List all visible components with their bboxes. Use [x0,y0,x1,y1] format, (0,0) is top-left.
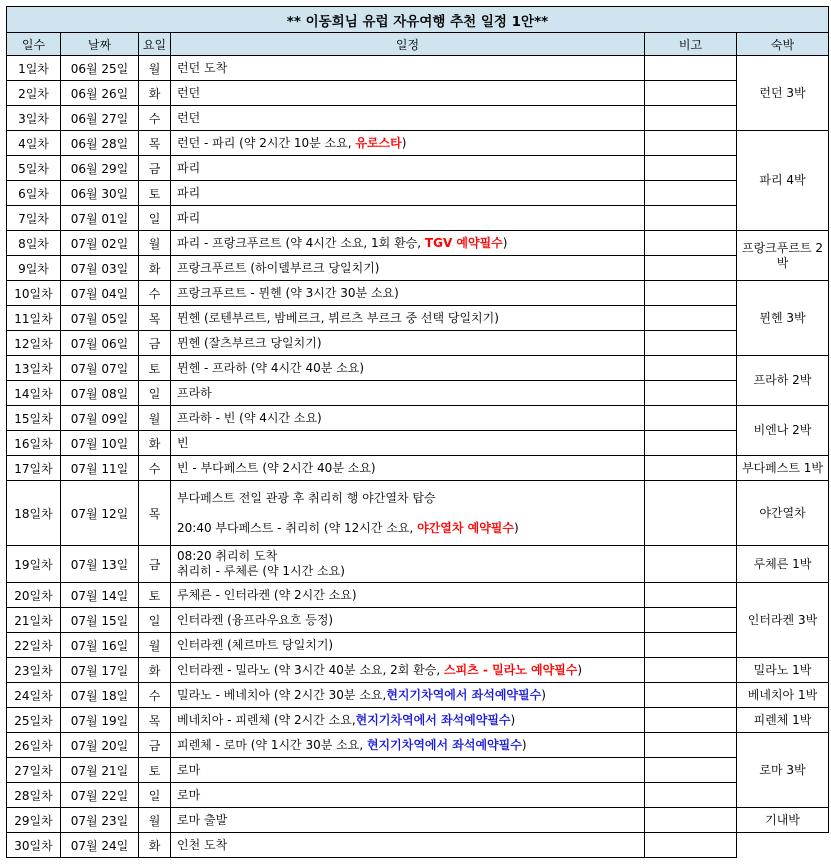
day-cell: 8일차 [7,231,61,256]
reservation-highlight: TGV 예약필수 [424,235,503,250]
schedule-row [7,306,829,331]
schedule-cell [171,708,645,733]
reservation-highlight: 야간열차 예약필수 [417,520,514,535]
note-cell [645,583,737,608]
schedule-line [177,491,644,506]
stay-cell: 기내박 [737,808,829,833]
note-cell [645,546,737,583]
weekday-cell: 일 [139,783,171,808]
day-cell: 14일차 [7,381,61,406]
schedule-text: 루체른 - 인터라켄 (약 2시간 소요) [177,587,357,602]
weekday-cell: 월 [139,633,171,658]
schedule-cell [171,231,645,256]
date-cell: 07월 22일 [61,783,139,808]
date-cell: 07월 23일 [61,808,139,833]
schedule-cell [171,206,645,231]
date-cell: 07월 17일 [61,658,139,683]
date-cell: 07월 11일 [61,456,139,481]
schedule-line [177,549,644,564]
note-cell [645,356,737,381]
stay-cell: 프랑크푸르트 2박 [737,231,829,281]
note-cell [645,231,737,256]
schedule-cell [171,431,645,456]
note-cell [645,81,737,106]
schedule-text: 프라하 - 빈 (약 4시간 소요) [177,410,322,425]
day-cell: 13일차 [7,356,61,381]
weekday-cell: 목 [139,131,171,156]
schedule-cell [171,381,645,406]
schedule-text: 08:20 취리히 도착 [177,549,278,563]
note-cell [645,56,737,81]
note-cell [645,281,737,306]
schedule-cell [171,281,645,306]
date-cell: 07월 18일 [61,683,139,708]
schedule-cell [171,331,645,356]
note-cell [645,808,737,833]
day-cell: 1일차 [7,56,61,81]
itinerary-table [6,6,829,858]
note-cell [645,758,737,783]
weekday-cell: 일 [139,381,171,406]
schedule-cell [171,658,645,683]
schedule-cell [171,356,645,381]
schedule-text-end: ) [502,235,508,250]
schedule-text: 뮌헨 - 프라하 (약 4시간 40분 소요) [177,360,364,375]
weekday-cell: 토 [139,583,171,608]
schedule-text-end: ) [401,135,407,150]
date-cell: 07월 24일 [61,833,139,858]
schedule-text-end: ) [510,712,516,727]
schedule-text: 인터라켄 (융프라우요흐 등정) [177,612,334,627]
note-cell [645,431,737,456]
header-weekday: 요일 [139,33,171,56]
schedule-row [7,181,829,206]
day-cell: 10일차 [7,281,61,306]
note-cell [645,156,737,181]
note-cell [645,733,737,758]
schedule-text: 뮌헨 (잘츠부르크 당일치기) [177,335,322,350]
note-cell [645,708,737,733]
schedule-text-end: ) [521,737,527,752]
date-cell: 07월 19일 [61,708,139,733]
schedule-text: 빈 - 부다페스트 (약 2시간 40분 소요) [177,460,376,475]
schedule-cell [171,758,645,783]
title-row [7,7,829,33]
schedule-row [7,331,829,356]
schedule-cell [171,406,645,431]
schedule-text: 빈 [177,435,189,450]
stay-cell: 로마 3박 [737,733,829,808]
date-cell: 07월 07일 [61,356,139,381]
note-cell [645,331,737,356]
day-cell: 7일차 [7,206,61,231]
schedule-row [7,608,829,633]
schedule-cell [171,808,645,833]
stay-cell: 부다페스트 1박 [737,456,829,481]
schedule-text: 파리 [177,185,201,200]
schedule-line [177,521,644,536]
schedule-text: 밀라노 - 베네치아 (약 2시간 30분 소요, [177,687,387,702]
day-cell: 19일차 [7,546,61,583]
schedule-row [7,758,829,783]
header-schedule: 일정 [171,33,645,56]
stay-cell: 루체른 1박 [737,546,829,583]
header-date: 날짜 [61,33,139,56]
note-cell [645,456,737,481]
day-cell: 25일차 [7,708,61,733]
schedule-cell [171,306,645,331]
schedule-row [7,156,829,181]
schedule-row [7,733,829,758]
schedule-cell [171,81,645,106]
date-cell: 07월 06일 [61,331,139,356]
schedule-cell [171,833,645,858]
schedule-cell [171,608,645,633]
header-note: 비고 [645,33,737,56]
schedule-cell [171,456,645,481]
schedule-row [7,658,829,683]
stay-cell: 뮌헨 3박 [737,281,829,356]
date-cell: 07월 04일 [61,281,139,306]
weekday-cell: 목 [139,306,171,331]
stay-cell: 베네치아 1박 [737,683,829,708]
header-row [7,33,829,56]
date-cell: 07월 10일 [61,431,139,456]
day-cell: 11일차 [7,306,61,331]
schedule-cell [171,131,645,156]
stay-cell: 런던 3박 [737,56,829,131]
schedule-row [7,381,829,406]
day-cell: 4일차 [7,131,61,156]
day-cell: 17일차 [7,456,61,481]
note-cell [645,131,737,156]
line-spacer [177,506,644,521]
header-stay: 숙박 [737,33,829,56]
day-cell: 30일차 [7,833,61,858]
weekday-cell: 금 [139,156,171,181]
stay-cell: 피렌체 1박 [737,708,829,733]
weekday-cell: 화 [139,658,171,683]
date-cell: 06월 25일 [61,56,139,81]
schedule-text: 인터라켄 (체르마트 당일치기) [177,637,334,652]
day-cell: 29일차 [7,808,61,833]
schedule-cell [171,481,645,546]
weekday-cell: 화 [139,81,171,106]
schedule-cell [171,583,645,608]
date-cell: 07월 08일 [61,381,139,406]
schedule-row [7,546,829,583]
schedule-row [7,708,829,733]
reservation-highlight: 유로스타 [355,135,402,150]
sheet-title: ** 이동희님 유럽 자유여행 추천 일정 1안** [7,7,829,33]
schedule-row [7,106,829,131]
weekday-cell: 월 [139,808,171,833]
note-cell [645,106,737,131]
schedule-text: 로마 출발 [177,812,228,827]
note-cell [645,608,737,633]
schedule-cell [171,256,645,281]
schedule-text: 파리 - 프랑크푸르트 (약 4시간 소요, 1회 환승, [177,235,425,250]
date-cell: 07월 09일 [61,406,139,431]
note-cell [645,381,737,406]
schedule-text: 피렌체 - 로마 (약 1시간 30분 소요, [177,737,367,752]
schedule-row [7,456,829,481]
date-cell: 07월 13일 [61,546,139,583]
weekday-cell: 일 [139,206,171,231]
weekday-cell: 화 [139,833,171,858]
day-cell: 2일차 [7,81,61,106]
weekday-cell: 목 [139,481,171,546]
weekday-cell: 월 [139,406,171,431]
schedule-cell [171,733,645,758]
date-cell: 06월 28일 [61,131,139,156]
weekday-cell: 월 [139,56,171,81]
schedule-row [7,231,829,256]
schedule-cell [171,683,645,708]
day-cell: 23일차 [7,658,61,683]
note-cell [645,256,737,281]
note-cell [645,683,737,708]
stay-cell: 파리 4박 [737,131,829,231]
day-cell: 5일차 [7,156,61,181]
weekday-cell: 화 [139,256,171,281]
schedule-row [7,633,829,658]
schedule-row [7,281,829,306]
weekday-cell: 토 [139,181,171,206]
date-cell: 07월 03일 [61,256,139,281]
date-cell: 07월 16일 [61,633,139,658]
schedule-cell [171,181,645,206]
weekday-cell: 수 [139,456,171,481]
date-cell: 07월 02일 [61,231,139,256]
schedule-row [7,256,829,281]
schedule-text: 베네치아 - 피렌체 (약 2시간 소요, [177,712,356,727]
weekday-cell: 수 [139,106,171,131]
schedule-text: 파리 [177,210,201,225]
weekday-cell: 토 [139,356,171,381]
stay-cell: 인터라켄 3박 [737,583,829,658]
day-cell: 15일차 [7,406,61,431]
schedule-text-end: ) [514,520,519,535]
schedule-text: 런던 도착 [177,60,228,75]
weekday-cell: 금 [139,733,171,758]
header-day: 일수 [7,33,61,56]
day-cell: 28일차 [7,783,61,808]
schedule-text: 프랑크푸르트 (하이델부르크 당일치기) [177,260,380,275]
schedule-text-end: ) [541,687,546,702]
seat-reservation-highlight: 현지기차역에서 좌석예약필수 [355,712,511,727]
schedule-text: 프랑크푸르트 - 뮌헨 (약 3시간 30분 소요) [177,285,399,300]
schedule-cell [171,56,645,81]
weekday-cell: 일 [139,608,171,633]
schedule-text: 런던 - 파리 (약 2시간 10분 소요, [177,135,356,150]
note-cell [645,481,737,546]
schedule-row [7,481,829,546]
schedule-row [7,683,829,708]
schedule-cell [171,156,645,181]
day-cell: 16일차 [7,431,61,456]
schedule-row [7,81,829,106]
schedule-cell [171,106,645,131]
note-cell [645,206,737,231]
schedule-cell [171,546,645,583]
schedule-text: 런던 [177,85,201,100]
stay-cell: 밀라노 1박 [737,658,829,683]
date-cell: 07월 01일 [61,206,139,231]
schedule-row [7,206,829,231]
schedule-row [7,808,829,833]
schedule-text: 인터라켄 - 밀라노 (약 3시간 40분 소요, 2회 환승, [177,662,444,677]
schedule-row [7,833,829,858]
schedule-text-end: ) [577,662,583,677]
date-cell: 06월 27일 [61,106,139,131]
seat-reservation-highlight: 현지기차역에서 좌석예약필수 [386,687,542,702]
day-cell: 12일차 [7,331,61,356]
weekday-cell: 화 [139,431,171,456]
note-cell [645,833,737,858]
weekday-cell: 수 [139,281,171,306]
date-cell: 06월 29일 [61,156,139,181]
schedule-text: 뮌헨 (로텐부르트, 밤베르크, 뷔르츠 부르크 중 선택 당일치기) [177,310,499,325]
schedule-line [177,564,644,579]
date-cell: 06월 26일 [61,81,139,106]
stay-cell: 프라하 2박 [737,356,829,406]
schedule-text: 로마 [177,787,201,802]
date-cell: 07월 20일 [61,733,139,758]
stay-cell: 야간열차 [737,481,829,546]
weekday-cell: 수 [139,683,171,708]
schedule-row [7,431,829,456]
reservation-highlight: 스피츠 - 밀라노 예약필수 [443,662,578,677]
weekday-cell: 목 [139,708,171,733]
schedule-row [7,783,829,808]
seat-reservation-highlight: 현지기차역에서 좌석예약필수 [366,737,522,752]
day-cell: 3일차 [7,106,61,131]
schedule-row [7,131,829,156]
day-cell: 18일차 [7,481,61,546]
day-cell: 9일차 [7,256,61,281]
note-cell [645,181,737,206]
weekday-cell: 금 [139,331,171,356]
schedule-cell [171,783,645,808]
weekday-cell: 토 [139,758,171,783]
schedule-text: 20:40 부다페스트 - 취리히 (약 12시간 소요, [177,520,418,535]
schedule-row [7,356,829,381]
day-cell: 22일차 [7,633,61,658]
schedule-text: 파리 [177,160,201,175]
day-cell: 27일차 [7,758,61,783]
day-cell: 20일차 [7,583,61,608]
schedule-row [7,56,829,81]
date-cell: 07월 15일 [61,608,139,633]
schedule-cell [171,633,645,658]
day-cell: 24일차 [7,683,61,708]
schedule-text: 프라하 [177,385,212,400]
weekday-cell: 금 [139,546,171,583]
date-cell: 07월 12일 [61,481,139,546]
weekday-cell: 월 [139,231,171,256]
note-cell [645,406,737,431]
note-cell [645,306,737,331]
date-cell: 07월 05일 [61,306,139,331]
schedule-text: 인천 도착 [177,837,228,852]
schedule-text: 로마 [177,762,201,777]
day-cell: 21일차 [7,608,61,633]
date-cell: 07월 14일 [61,583,139,608]
schedule-text: 런던 [177,110,201,125]
day-cell: 26일차 [7,733,61,758]
schedule-text: 부다페스트 전일 관광 후 취리히 행 야간열차 탑승 [177,490,436,505]
schedule-row [7,406,829,431]
note-cell [645,783,737,808]
note-cell [645,658,737,683]
date-cell: 07월 21일 [61,758,139,783]
stay-cell: 비엔나 2박 [737,406,829,456]
note-cell [645,633,737,658]
date-cell: 06월 30일 [61,181,139,206]
schedule-row [7,583,829,608]
schedule-text: 취리히 - 루체른 (약 1시간 소요) [177,564,345,578]
day-cell: 6일차 [7,181,61,206]
